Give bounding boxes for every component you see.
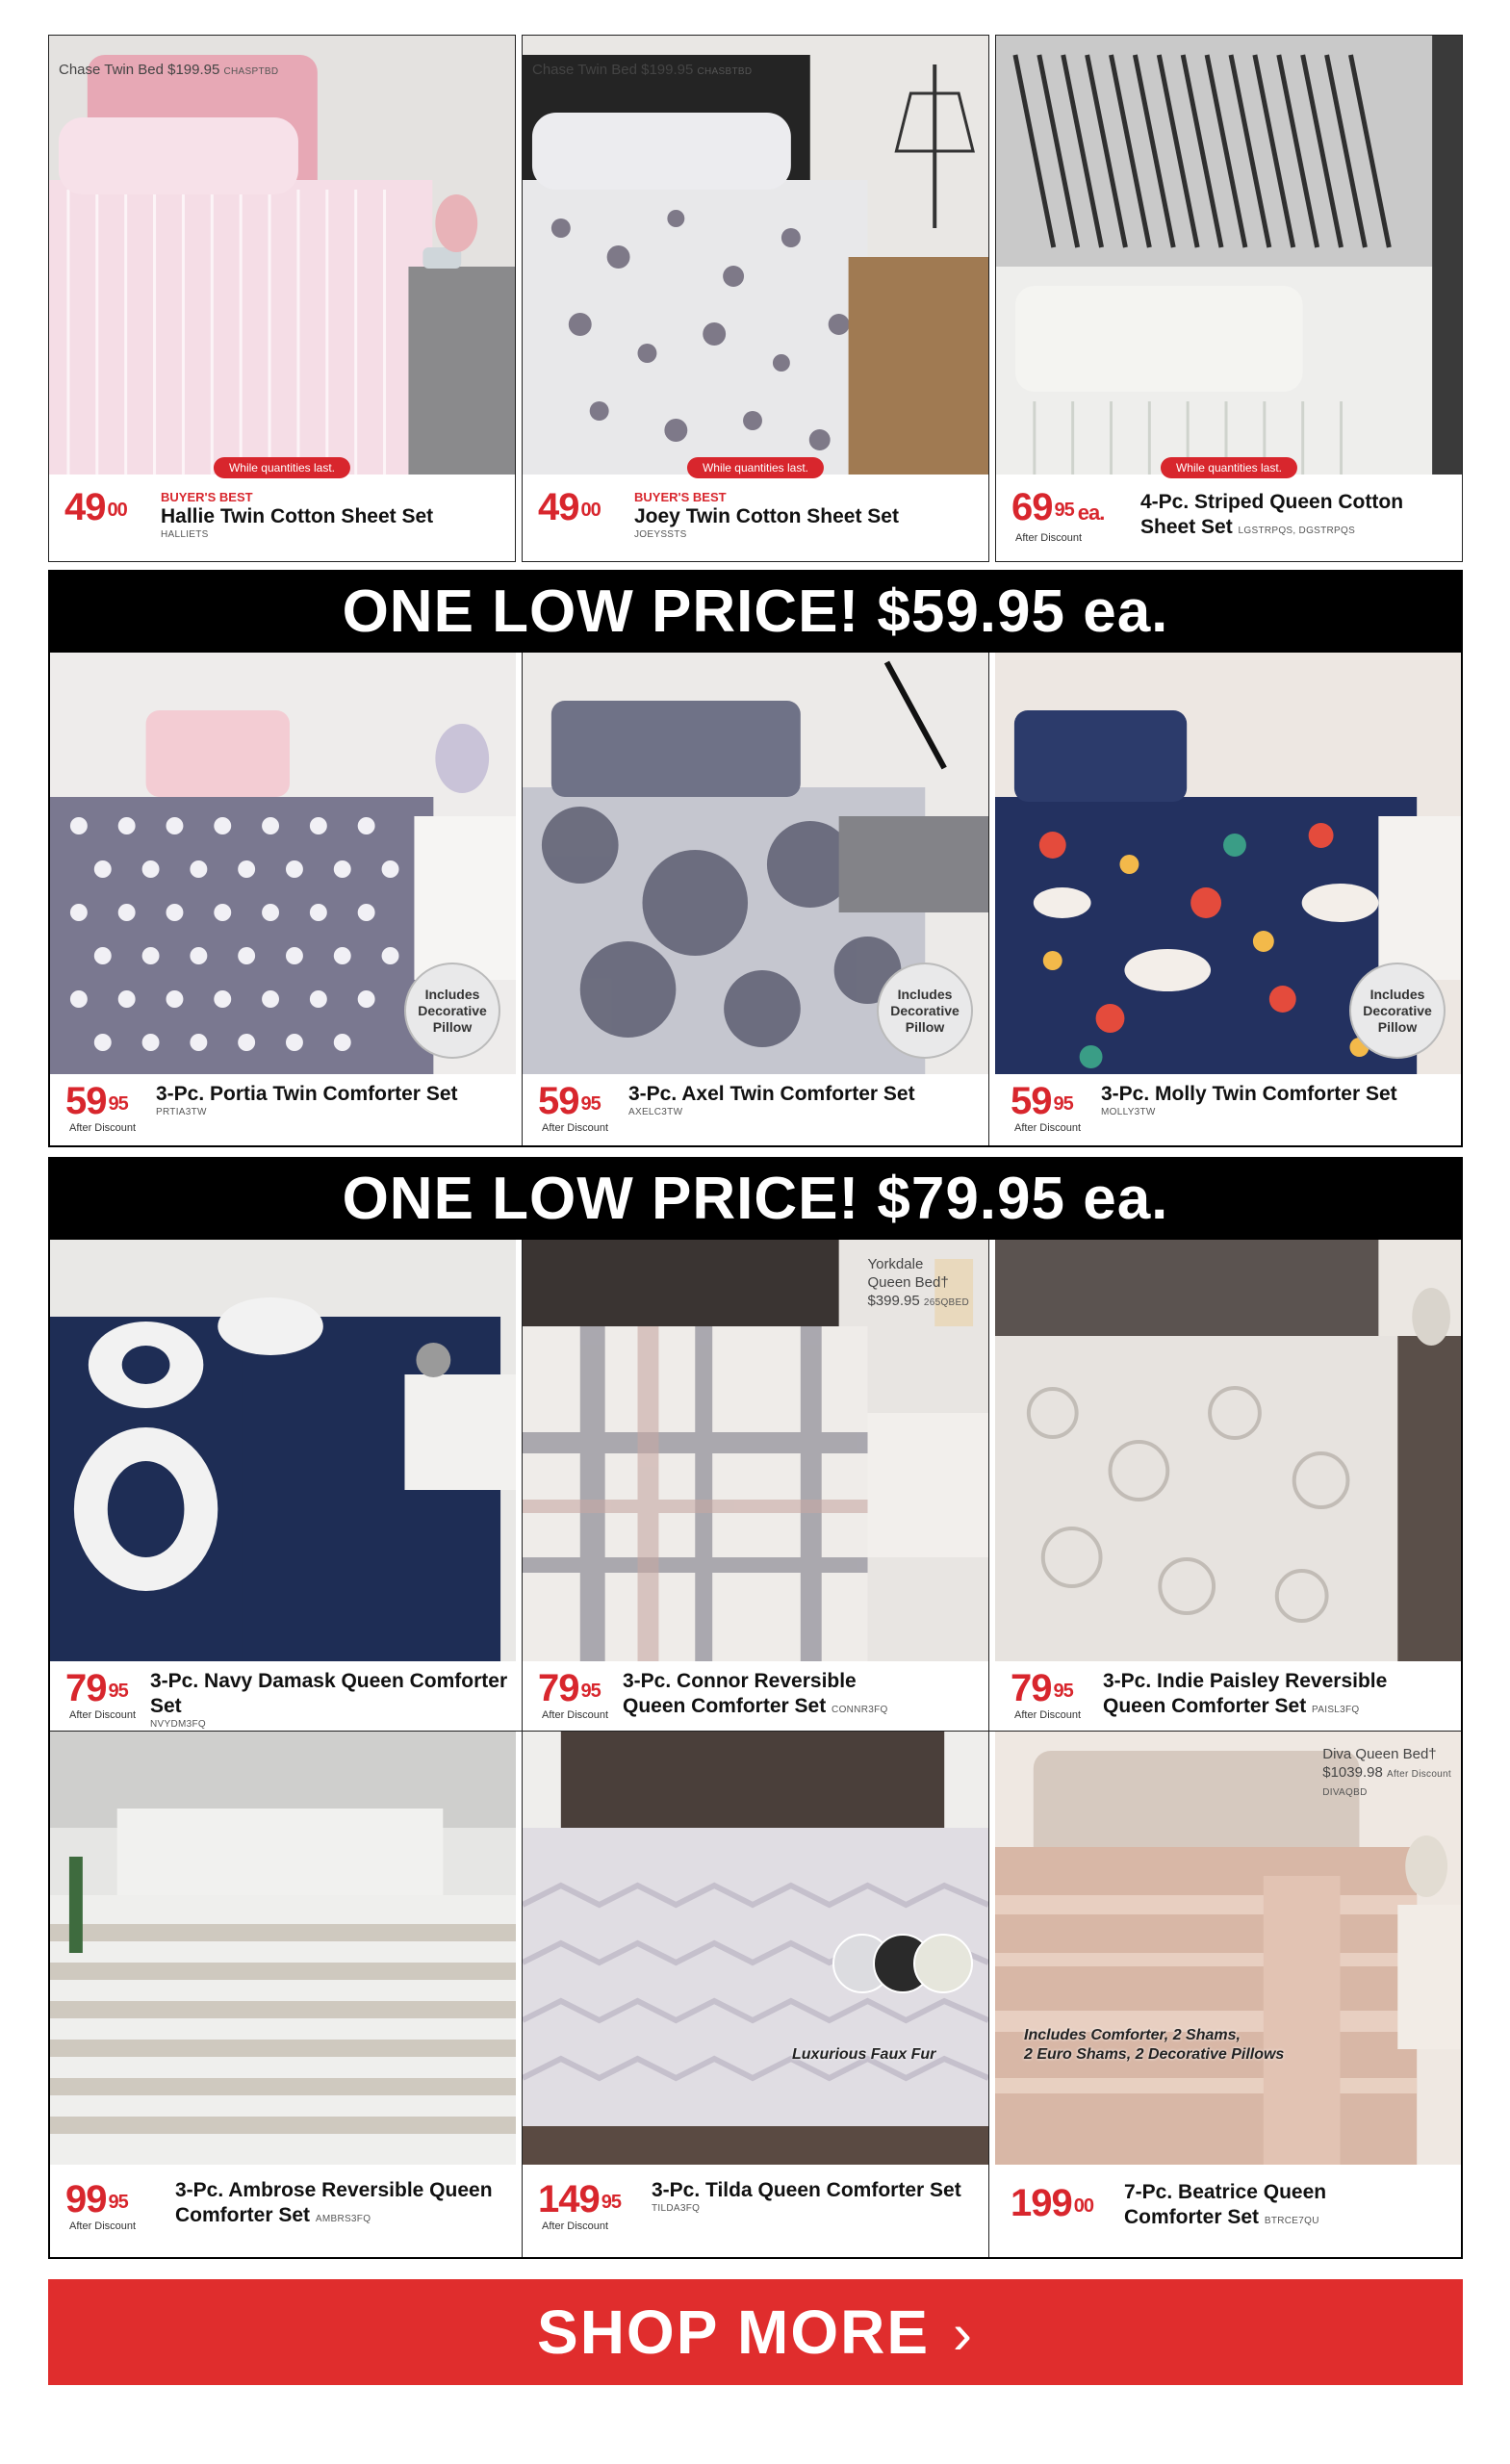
- after-discount-label: After Discount: [69, 1709, 137, 1721]
- product-name-line2: Comforter Set: [175, 2204, 311, 2226]
- flyer: [48, 35, 1463, 2259]
- product-sku: AMBRS3FQ: [315, 2214, 371, 2224]
- product-sku: BTRCE7QU: [1264, 2216, 1319, 2226]
- shop-more-label: SHOP MORE: [537, 2297, 930, 2367]
- price: 99 $^{95}$: [65, 2178, 128, 2220]
- product-card-axel[interactable]: [522, 653, 989, 1145]
- after-discount-label: After Discount: [542, 1122, 609, 1134]
- includes-pillow-badge: Includes Decorative Pillow: [877, 962, 973, 1059]
- product-sku: TILDA3FQ: [652, 2203, 701, 2214]
- product-card-tilda[interactable]: [522, 1732, 989, 2257]
- price: 59 $^{95}$: [538, 1080, 601, 1122]
- price: 79 $^{95}$: [1011, 1667, 1073, 1709]
- bed-caption: Chase Twin Bed $199.95: [59, 62, 220, 78]
- product-name: 3-Pc. Portia Twin Comforter Set: [156, 1083, 458, 1105]
- product-card-connor[interactable]: [522, 1240, 989, 1731]
- product-name: Hallie Twin Cotton Sheet Set: [161, 505, 434, 527]
- price: 59 $^{95}$: [65, 1080, 128, 1122]
- bed-after-discount: After Discount: [1386, 1769, 1451, 1780]
- product-card-navy-damask[interactable]: [50, 1240, 516, 1731]
- product-name: Joey Twin Cotton Sheet Set: [634, 505, 899, 527]
- banner-one-low-price-79: ONE LOW PRICE! $79.95 ea.: [50, 1159, 1461, 1240]
- section-79: [48, 1157, 1463, 2259]
- limited-quantity-badge: While quantities last.: [214, 457, 350, 478]
- faux-fur-note: Luxurious Faux Fur: [792, 2046, 936, 2063]
- product-image: [523, 1732, 988, 2165]
- price: 49 $^{00}$: [538, 486, 601, 528]
- product-image: [523, 1240, 988, 1661]
- product-name: 3-Pc. Axel Twin Comforter Set: [628, 1083, 915, 1105]
- price: 49 $^{00}$: [64, 486, 127, 528]
- chevron-right-icon: ›: [953, 2301, 974, 2366]
- brand: BUYER'S BEST: [161, 490, 253, 504]
- product-image: [50, 1732, 516, 2165]
- price: 79 $^{95}$: [65, 1667, 128, 1709]
- product-card-molly[interactable]: [995, 653, 1461, 1145]
- product-sku: AXELC3TW: [628, 1107, 683, 1117]
- sheet-sets-row: [48, 35, 1463, 562]
- product-name: 4-Pc. Striped Queen Cotton: [1140, 491, 1404, 513]
- product-name-line2: Sheet Set: [1140, 516, 1233, 538]
- bed-sku: 265QBED: [923, 1297, 969, 1308]
- product-image: [50, 653, 516, 1074]
- bed-sku: DIVAQBD: [1322, 1787, 1368, 1798]
- product-image: [49, 36, 515, 475]
- product-image: [50, 1240, 516, 1661]
- shop-more-button[interactable]: [48, 2279, 1463, 2385]
- product-name: 3-Pc. Tilda Queen Comforter Set: [652, 2179, 961, 2201]
- bed-caption-price: $399.95: [867, 1293, 920, 1309]
- price: 199 $^{00}$: [1011, 2182, 1093, 2224]
- after-discount-label: After Discount: [1014, 1709, 1082, 1721]
- bed-sku: CHASBTBD: [697, 66, 753, 77]
- bed-caption-price: $1039.98: [1322, 1764, 1383, 1781]
- product-sku: LGSTRPQS, DGSTRPQS: [1238, 526, 1356, 536]
- section-59: [48, 570, 1463, 1147]
- product-sku: JOEYSSTS: [634, 529, 687, 540]
- banner-one-low-price-59: ONE LOW PRICE! $59.95 ea.: [50, 572, 1461, 653]
- bed-caption: Chase Twin Bed $199.95: [532, 62, 694, 78]
- product-sku: HALLIETS: [161, 529, 209, 540]
- after-discount-label: After Discount: [69, 2220, 137, 2232]
- product-image: [523, 653, 988, 1074]
- product-card-indie-paisley[interactable]: [995, 1240, 1461, 1731]
- product-name: 3-Pc. Indie Paisley Reversible: [1103, 1670, 1388, 1692]
- product-card-portia[interactable]: [50, 653, 516, 1145]
- product-sku: CONNR3FQ: [832, 1705, 888, 1715]
- included-items-note: Includes Comforter, 2 Shams, 2 Euro Shams, 2 Decorative Pillows: [1024, 2027, 1285, 2063]
- product-name: 7-Pc. Beatrice Queen: [1124, 2181, 1327, 2203]
- product-sku: PAISL3FQ: [1312, 1705, 1360, 1715]
- product-image: [995, 653, 1461, 1074]
- product-name-line2: Queen Comforter Set: [1103, 1695, 1307, 1717]
- includes-pillow-badge: Includes Decorative Pillow: [1349, 962, 1446, 1059]
- product-name: 3-Pc. Connor Reversible: [623, 1670, 857, 1692]
- product-card-striped[interactable]: [995, 35, 1463, 562]
- after-discount-label: After Discount: [542, 1709, 609, 1721]
- limited-quantity-badge: While quantities last.: [687, 457, 824, 478]
- product-card-joey[interactable]: [522, 35, 989, 562]
- product-card-hallie[interactable]: [48, 35, 516, 562]
- product-sku: NVYDM3FQ: [150, 1719, 206, 1730]
- after-discount-label: After Discount: [1014, 1122, 1082, 1134]
- includes-pillow-badge: Includes Decorative Pillow: [404, 962, 500, 1059]
- product-name-line2: Queen Comforter Set: [623, 1695, 827, 1717]
- product-image: [996, 36, 1462, 475]
- product-card-ambrose[interactable]: [50, 1732, 516, 2257]
- bed-caption-line1: Diva Queen Bed†: [1322, 1746, 1437, 1762]
- price: 149 $^{95}$: [538, 2178, 621, 2220]
- product-sku: PRTIA3TW: [156, 1107, 207, 1117]
- product-name-line2: Comforter Set: [1124, 2206, 1260, 2228]
- limited-quantity-badge: While quantities last.: [1161, 457, 1297, 478]
- after-discount-label: After Discount: [69, 1122, 137, 1134]
- bed-caption-line2: Queen Bed†: [867, 1274, 949, 1291]
- brand: BUYER'S BEST: [634, 490, 727, 504]
- product-name: 3-Pc. Ambrose Reversible Queen: [175, 2179, 493, 2201]
- price: 69 $^{95}$ ea.: [1011, 486, 1105, 528]
- product-image: [523, 36, 988, 475]
- price: 79 $^{95}$: [538, 1667, 601, 1709]
- product-name: 3-Pc. Molly Twin Comforter Set: [1101, 1083, 1397, 1105]
- product-image: [995, 1240, 1461, 1661]
- bed-caption-line1: Yorkdale: [867, 1256, 924, 1272]
- bed-sku: CHASPTBD: [223, 66, 279, 77]
- product-card-beatrice[interactable]: [995, 1732, 1461, 2257]
- product-sku: MOLLY3TW: [1101, 1107, 1156, 1117]
- product-image: [995, 1732, 1461, 2165]
- product-name: 3-Pc. Navy Damask Queen Comforter Set: [150, 1670, 508, 1717]
- color-swatch-ivory[interactable]: [913, 1934, 973, 1993]
- price: 59 $^{95}$: [1011, 1080, 1073, 1122]
- after-discount-label: After Discount: [1015, 532, 1083, 544]
- after-discount-label: After Discount: [542, 2220, 609, 2232]
